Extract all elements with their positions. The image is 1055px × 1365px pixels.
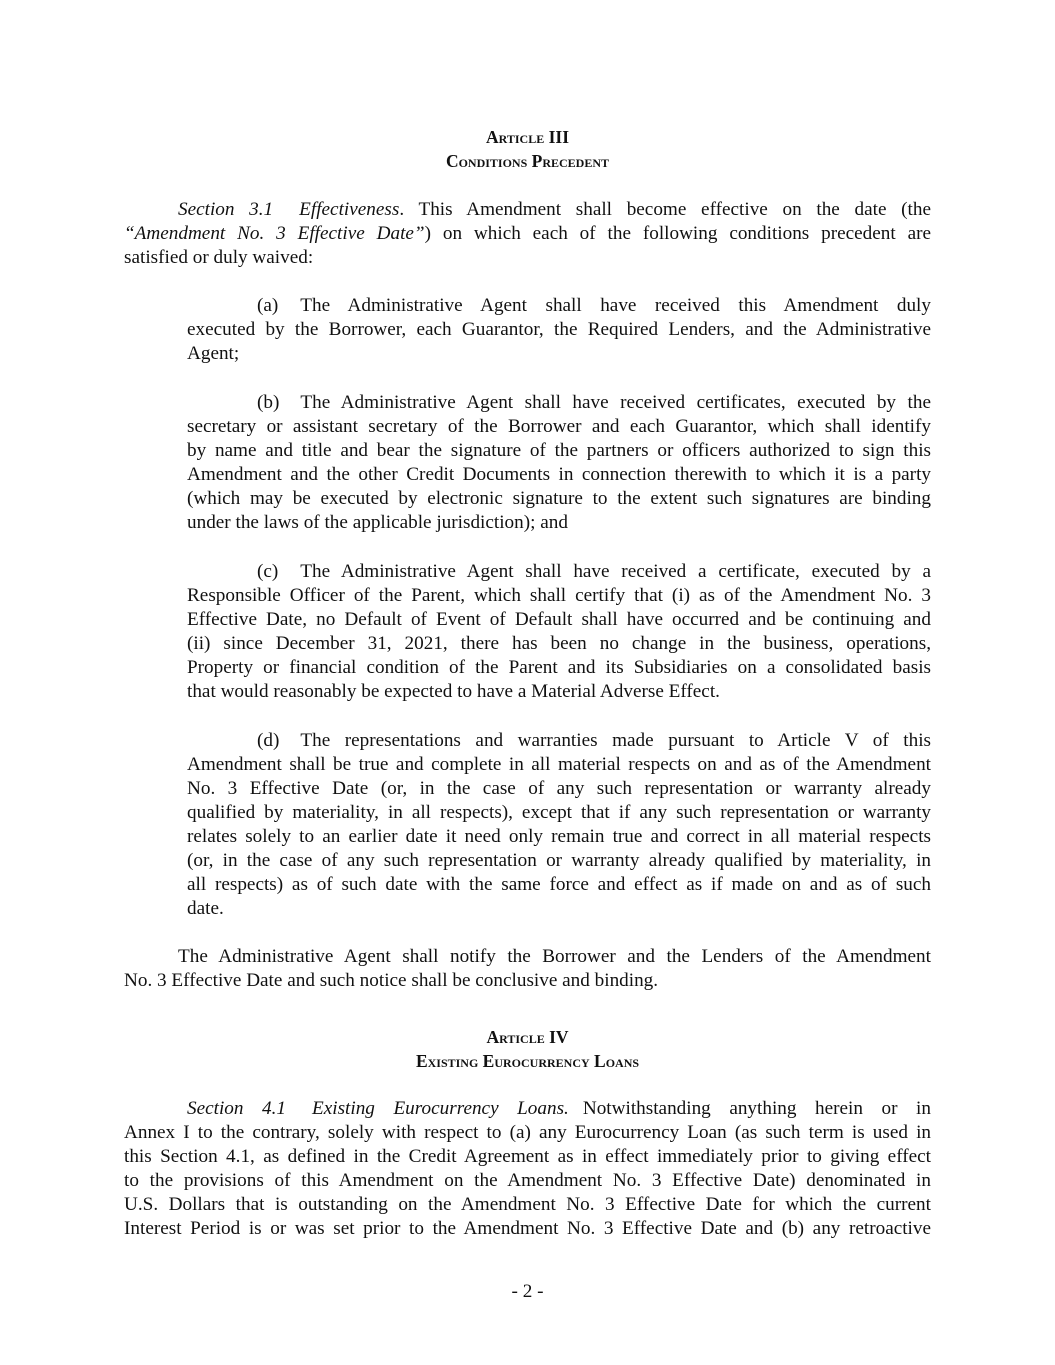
clause-d-label: (d) [257,730,280,751]
clause-d-line-3: No. 3 Effective Date (or, in the case of any such representation or warranty already [187,778,931,799]
clause-c-label: (c) [257,561,279,582]
clause-b-line-3: by name and title and bear the signature of the partners or officers authorized to sign this [187,440,931,461]
clause-d-line-1: (d) The representations and warranties made pursuant to Article V of this [257,730,931,751]
clause-b-line-4: Amendment and the other Credit Documents in connection therewith to which it is a party [187,464,931,485]
clause-d-line-7: all respects) as of such date with the same force and effect as if made on and as of such [187,874,931,895]
section-4-1-heading: Existing Eurocurrency Loans. [312,1098,569,1119]
clause-c-line-1: (c) The Administrative Agent shall have received a certificate, executed by a [257,561,931,582]
section-4-1-line-4: to the provisions of this Amendment on the Amendment No. 3 Effective Date) denominated in [124,1170,931,1191]
article-iv-subtitle: Existing Eurocurrency Loans [415,1051,640,1071]
clause-b-line-1: (b) The Administrative Agent shall have received certificates, executed by the [257,392,931,413]
notice-line-2: No. 3 Effective Date and such notice shall be conclusive and binding. [124,970,659,991]
section-3-1-line-3: satisfied or duly waived: [124,247,314,268]
clause-c-line-5: Property or financial condition of the Parent and its Subsidiaries on a consolidated basis [187,657,931,678]
section-4-1-line-5: U.S. Dollars that is outstanding on the Amendment No. 3 Effective Date for which the current [124,1194,931,1215]
page-number: - 2 - [511,1281,544,1302]
clause-c-line-2: Responsible Officer of the Parent, which shall certify that (i) as of the Amendment No. 3 [187,585,931,606]
clause-b-line-6: under the laws of the applicable jurisdiction); and [187,512,568,533]
clause-d-line-5: relates solely to an earlier date it need only remain true and correct in all material respects [187,826,931,847]
article-iii-title: Article III [485,127,570,147]
section-4-1-line-1: Section 4.1 Existing Eurocurrency Loans. Notwithstanding anything herein or in [187,1098,931,1119]
section-4-1-number: Section 4.1 [187,1098,287,1119]
clause-d-line-6: (or, in the case of any such representation or warranty already qualified by materiality, in [187,850,931,871]
clause-a-line-1: (a) The Administrative Agent shall have received this Amendment duly [257,295,931,316]
clause-d-line-2: Amendment shall be true and complete in all material respects on and as of the Amendment [187,754,931,775]
clause-a-label: (a) [257,295,279,316]
section-4-1-line-2: Annex I to the contrary, solely with respect to (a) any Eurocurrency Loan (as such term is used in [124,1122,931,1143]
clause-d-line-4: qualified by materiality, in all respects), except that if any such representation or warranty [187,802,931,823]
section-3-1-line-1: Section 3.1 Effectiveness. This Amendment shall become effective on the date (the [178,199,931,220]
clause-b-label: (b) [257,392,280,413]
article-iv-title: Article IV [486,1027,569,1047]
article-iii-subtitle: Conditions Precedent [445,151,610,171]
section-3-1-number: Section 3.1 [178,199,274,220]
clause-c-line-3: Effective Date, no Default of Event of Default shall have occurred and be continuing and [187,609,931,630]
clause-c-line-6: that would reasonably be expected to have a Material Adverse Effect. [187,681,720,702]
notice-line-1: The Administrative Agent shall notify the Borrower and the Lenders of the Amendment [178,946,931,967]
section-4-1-line-3: this Section 4.1, as defined in the Credit Agreement as in effect immediately prior to giving effect [124,1146,931,1167]
clause-a-line-3: Agent; [187,343,240,364]
clause-b-line-5: (which may be executed by electronic signature to the extent such signatures are binding [187,488,931,509]
section-4-1-line-6: Interest Period is or was set prior to the Amendment No. 3 Effective Date and (b) any retroactive [124,1218,931,1239]
clause-c-line-4: (ii) since December 31, 2021, there has been no change in the business, operations, [187,633,931,654]
section-3-1-heading: Effectiveness [299,199,400,220]
clause-d-line-8: date. [187,898,224,919]
clause-b-line-2: secretary or assistant secretary of the Borrower and each Guarantor, which shall identify [187,416,931,437]
clause-a-line-2: executed by the Borrower, each Guarantor, the Required Lenders, and the Administrative [187,319,931,340]
section-3-1-line-2: “Amendment No. 3 Effective Date”) on which each of the following conditions precedent are [124,223,931,244]
defined-term-effective-date: “Amendment No. 3 Effective Date” [124,223,425,244]
